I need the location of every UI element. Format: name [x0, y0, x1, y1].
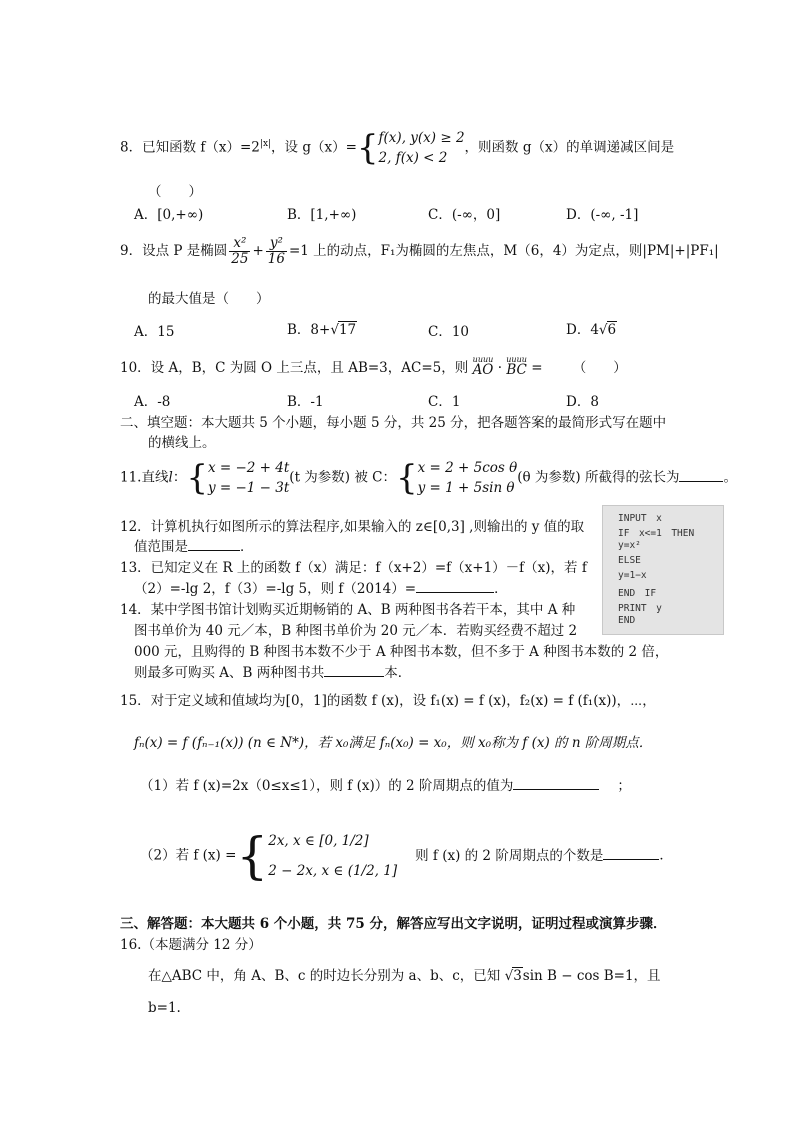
q13-line2: （2）=-lg 2，f（3）=-lg 5，则 f（2014）= ．	[134, 581, 508, 597]
q8-option-a: A．[0,+∞)	[134, 207, 204, 223]
q9-line2: 的最大值是（ ）	[148, 291, 270, 307]
q10-option-d: D．8	[566, 394, 599, 410]
section-2-heading: 二、填空题：本大题共 5 个小题，每小题 5 分，共 25 分，把各题答案的最简形式写在题中	[120, 415, 667, 431]
q10-option-c: C．1	[428, 394, 461, 410]
q9-option-d: D．4√6	[566, 322, 617, 338]
q16-line1: 在△ABC 中，角 A、B、c 的时边长分别为 a、b、c，已知 √3sin B − cos B=1，且	[148, 968, 661, 984]
q12-line1: 12．计算机执行如图所示的算法程序,如果输入的 z∈[0,3] ,则输出的 y 值的取	[120, 519, 585, 535]
q12-answer-blank	[188, 538, 240, 551]
q16-line2: b=1.	[148, 1000, 181, 1016]
q8-answer-paren: （ ）	[148, 184, 202, 200]
q8-option-c: C．(-∞，0]	[428, 207, 501, 223]
q9-option-a: A．15	[134, 324, 175, 340]
algorithm-program-figure: INPUT x IF x<=1 THEN y=x² ELSE y=1−x END IF PRINT y END	[602, 505, 724, 635]
fraction-x2-25: $\frac{\text{x²}}{25}$	[231, 235, 249, 267]
section-2-heading-cont: 的横线上。	[148, 435, 216, 451]
q13-line1: 13．已知定义在 R 上的函数 f（x）满足：f（x+2）=f（x+1）－f（x)，若 f	[120, 560, 587, 576]
question-10: 10．设 A，B，C 为圆 O 上三点，且 AB=3，AC=5，则 uuuu AO · uuuu BC = （ ）	[120, 355, 627, 378]
q11-line-cases: x = −2 + 4t y = −1 − 3t	[207, 460, 290, 496]
q8-option-b: B．[1,+∞)	[287, 207, 357, 223]
q11-answer-blank	[679, 469, 723, 482]
q12-line2: 值范围是 ．	[134, 539, 254, 555]
q9-option-c: C．10	[428, 324, 470, 340]
question-9: 9．设点 P 是椭圆 $\frac{\text{x²}}{25}$ + $\frac{\text{y²}}{16}$ =1 上的动点，F₁为椭圆的左焦点，M（6，4）为定点，则|PM|+|PF₁|	[120, 235, 719, 267]
section-3-heading: 三、解答题：本大题共 6 个小题，共 75 分，解答应写出文字说明，证明过程或演算步骤．	[120, 916, 667, 932]
q15-piecewise-cases: 2x, x ∈ [0, 1/2] 2 − 2x, x ∈ (1/2, 1]	[268, 833, 398, 879]
question-8: 8．已知函数 $f(x)=2^{|x|}$，设 g（x）={ f(x), y(x) ≥ 2 2, f(x) < 2 ，则函数 g（x）的单调递减区间是	[120, 128, 675, 168]
q10-option-a: A．-8	[134, 394, 171, 410]
q15-part1-blank	[513, 777, 599, 790]
q13-answer-blank	[416, 580, 494, 593]
q9-option-b: B．8+√17	[287, 322, 357, 338]
q15-line1: 15．对于定义域和值域均为[0，1]的函数 f (x)，设 f₁(x) = f (x)，f₂(x) = f (f₁(x))，⋯，	[120, 693, 656, 709]
q14-line4: 则最多可购买 A、B 两种图书共 本．	[134, 665, 412, 681]
q15-part2: （2）若 f (x) ={ 2x, x ∈ [0, 1/2] 2 − 2x, x ∈ (1/2, 1] 则 f (x) 的 2 阶周期点的个数是 ．	[140, 827, 673, 885]
vector-ao: uuuu AO	[472, 355, 494, 378]
q14-line3: 000 元，且购得的 B 种图书本数不少于 A 种图书本数，但不多于 A 种图书本数的 2 倍，	[134, 644, 669, 660]
q11-circle-cases: x = 2 + 5cos θ y = 1 + 5sin θ	[417, 460, 518, 496]
q8-cases: f(x), y(x) ≥ 2 2, f(x) < 2	[378, 130, 465, 166]
q15-part2-blank	[603, 847, 659, 860]
fraction-y2-16: $\frac{\text{y²}}{16}$	[267, 235, 285, 267]
q14-line1: 14．某中学图书馆计划购买近期畅销的 A、B 两种图书各若干本，其中 A 种	[120, 602, 576, 618]
question-11: 11.直线l：{ x = −2 + 4t y = −1 − 3t (t 为参数) 被 C：{ x = 2 + 5cos θ y = 1 + 5sin θ (θ 为参数) 所截得的弦长为 。	[120, 458, 737, 498]
q14-line2: 图书单价为 40 元／本，B 种图书单价为 20 元／本．若购买经费不超过 2	[134, 623, 578, 639]
vector-bc: uuuu BC	[506, 355, 527, 378]
q8-option-d: D．(-∞, -1]	[566, 207, 639, 223]
q15-part1: （1）若 f (x)=2x（0≤x≤1），则 f (x)）的 2 阶周期点的值为 ；	[140, 778, 631, 794]
q16-title: 16.（本题满分 12 分）	[120, 937, 262, 953]
q15-line2: fₙ(x) = f (fₙ₋₁(x)) (n ∈ N*)，若 x₀满足 fₙ(x₀) = x₀，则 x₀称为 f (x) 的 n 阶周期点．	[134, 735, 653, 751]
q10-option-b: B．-1	[287, 394, 324, 410]
q14-answer-blank	[324, 664, 384, 677]
